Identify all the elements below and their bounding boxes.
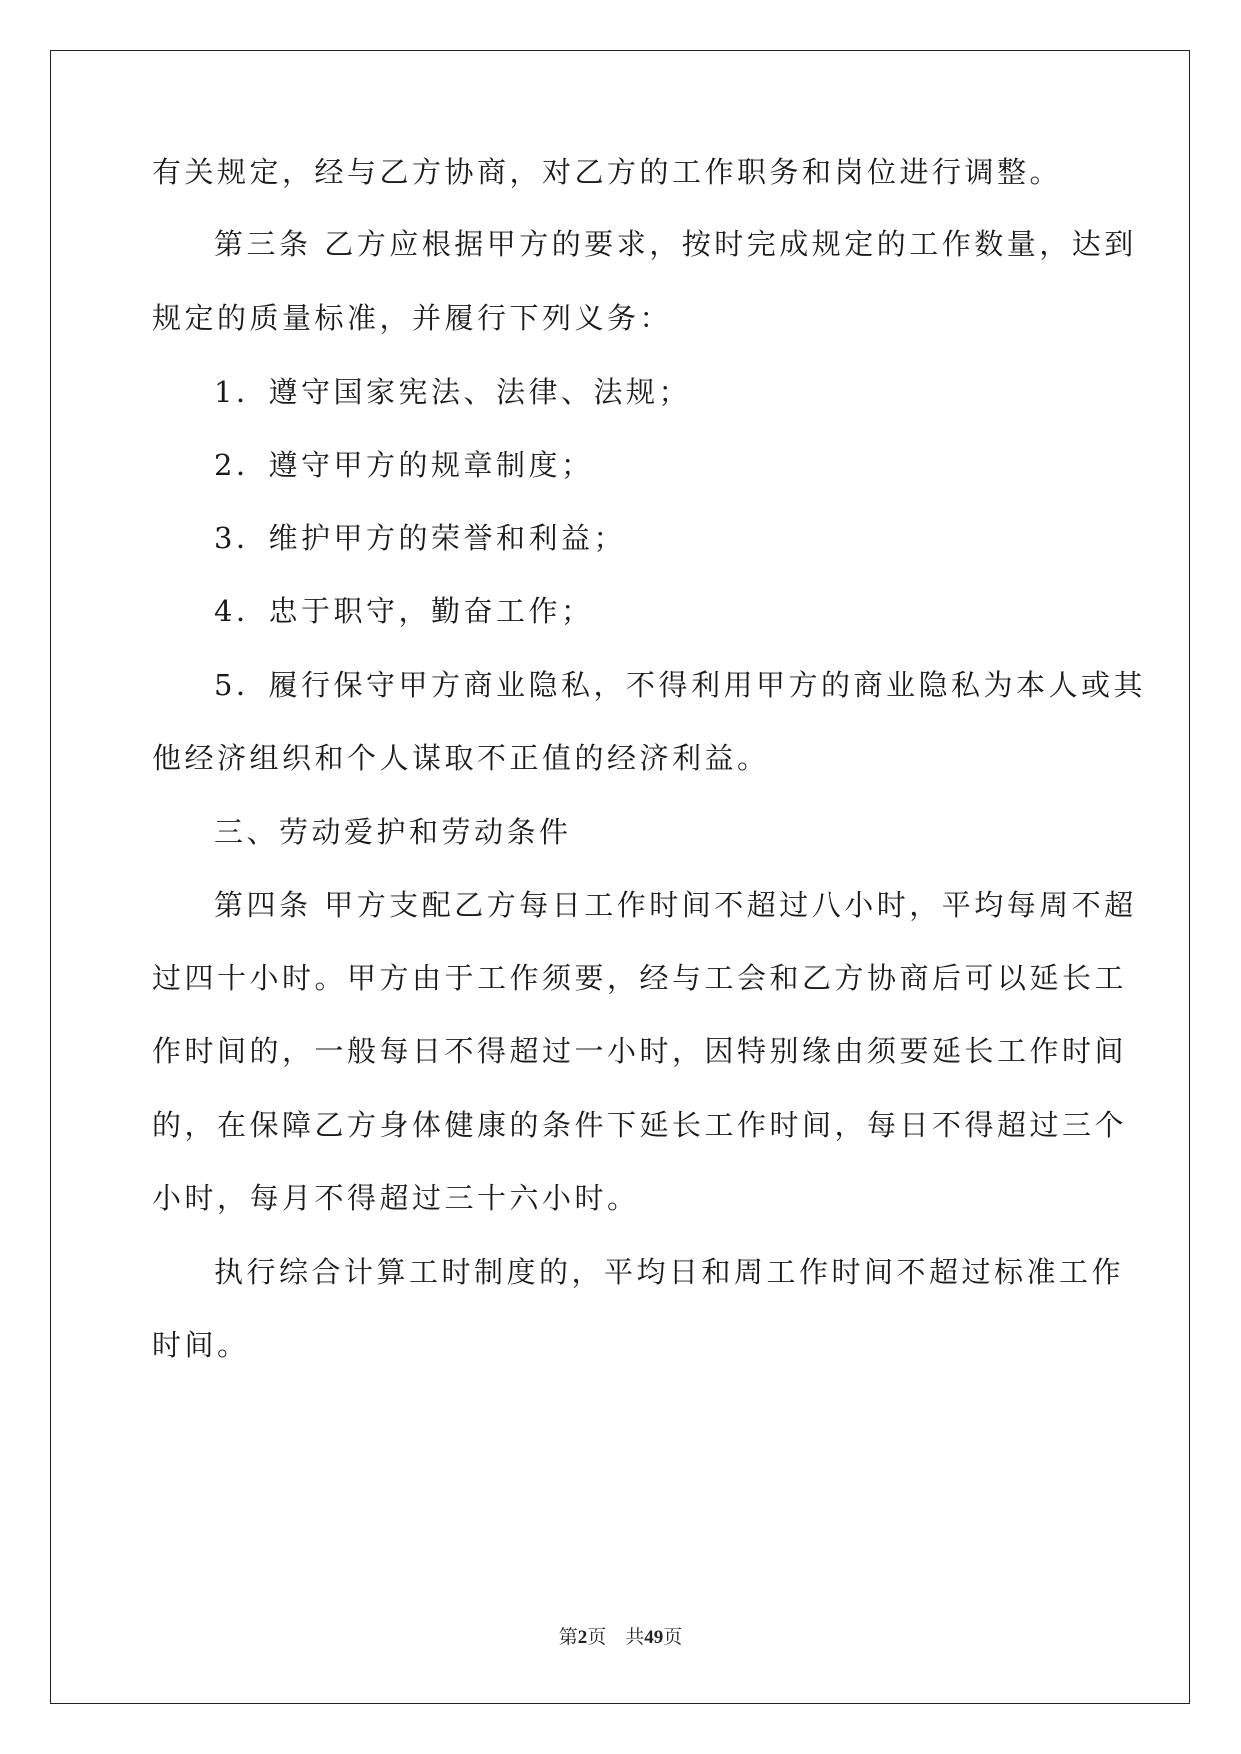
text-line: 执行综合计算工时制度的，平均日和周工作时间不超过标准工作 xyxy=(214,1255,1125,1289)
list-item: 1．遵守国家宪法、法律、法规； xyxy=(214,375,691,409)
page-suffix: 页 xyxy=(587,1627,607,1648)
text-line: 小时，每月不得超过三十六小时。 xyxy=(152,1181,640,1215)
total-suffix: 页 xyxy=(663,1627,683,1648)
text-line: 过四十小时。甲方由于工作须要，经与工会和乙方协商后可以延长工 xyxy=(152,961,1128,995)
page-footer xyxy=(0,1622,1241,1649)
section-heading: 三、劳动爱护和劳动条件 xyxy=(214,815,572,849)
text-line: 的，在保障乙方身体健康的条件下延长工作时间，每日不得超过三个 xyxy=(152,1108,1128,1142)
page-number: 2 xyxy=(577,1627,588,1648)
text-line: 第三条 乙方应根据甲方的要求，按时完成规定的工作数量，达到 xyxy=(214,227,1137,261)
text-line: 作时间的，一般每日不得超过一小时，因特别缘由须要延长工作时间 xyxy=(152,1034,1128,1068)
list-item: 4．忠于职守，勤奋工作； xyxy=(214,594,594,628)
list-item: 3．维护甲方的荣誉和利益； xyxy=(214,521,626,555)
text-line: 第四条 甲方支配乙方每日工作时间不超过八小时，平均每周不超 xyxy=(214,888,1137,922)
list-item: 2．遵守甲方的规章制度； xyxy=(214,448,594,482)
text-line: 有关规定，经与乙方协商，对乙方的工作职务和岗位进行调整。 xyxy=(152,155,1063,189)
text-line: 他经济组织和个人谋取不正值的经济利益。 xyxy=(152,741,770,775)
text-line: 规定的质量标准，并履行下列义务： xyxy=(152,301,673,335)
list-item: 5．履行保守甲方商业隐私，不得利用甲方的商业隐私为本人或其 xyxy=(214,668,1146,702)
page-prefix: 第 xyxy=(558,1627,578,1648)
total-prefix: 共 xyxy=(625,1627,645,1648)
total-pages: 49 xyxy=(644,1627,664,1648)
text-line: 时间。 xyxy=(152,1328,250,1362)
